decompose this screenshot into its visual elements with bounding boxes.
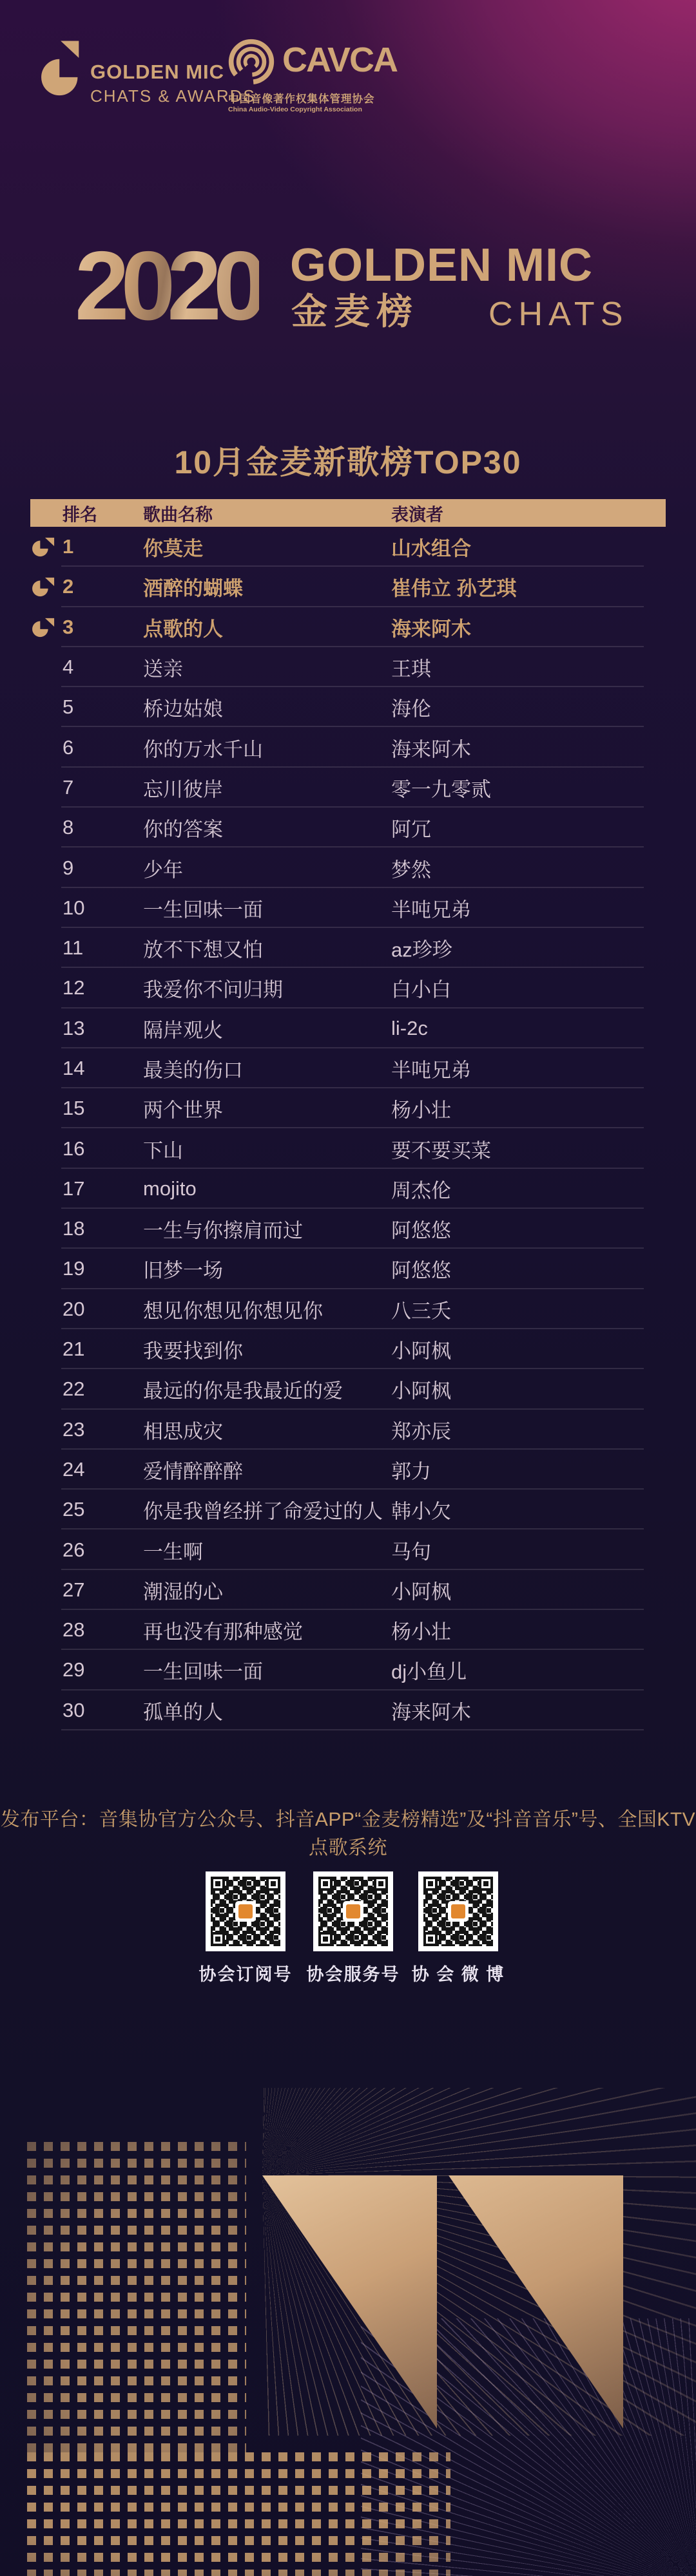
song-cell: 最远的你是我最近的爱 <box>143 1379 343 1403</box>
performer-cell: 王琪 <box>391 658 431 681</box>
song-table <box>30 499 666 1730</box>
performer-cell: 阿悠悠 <box>391 1219 451 1242</box>
table-row <box>30 768 666 808</box>
song-cell: 最美的伤口 <box>143 1059 243 1082</box>
table-row <box>30 567 666 607</box>
qr-code <box>313 1871 393 1951</box>
table-row <box>30 1690 666 1730</box>
song-cell: 少年 <box>143 858 183 882</box>
song-cell: 点歌的人 <box>143 618 223 641</box>
qr-block <box>295 1871 411 1985</box>
hero-title-en: GOLDEN MIC <box>290 240 593 291</box>
performer-cell: 海伦 <box>391 697 431 721</box>
rank-cell: 23 <box>63 1417 85 1441</box>
qr-finder-icon <box>423 1932 438 1946</box>
qr-finder-icon <box>374 1877 388 1891</box>
cavca-qr-center-logo-icon <box>343 1901 363 1922</box>
qr-label: 协会服务号 <box>306 1965 400 1984</box>
song-cell: mojito <box>143 1177 197 1200</box>
song-cell: 一生啊 <box>143 1540 203 1564</box>
table-row <box>30 1369 666 1409</box>
table-row <box>30 1128 666 1168</box>
performer-cell: 阿冗 <box>391 818 431 841</box>
column-header-rank: 排名 <box>63 505 97 524</box>
song-cell: 相思成灾 <box>143 1420 223 1443</box>
song-cell: 旧梦一场 <box>143 1259 223 1282</box>
table-row <box>30 1570 666 1610</box>
song-cell: 孤单的人 <box>143 1701 223 1724</box>
table-row <box>30 1410 666 1450</box>
table-row <box>30 647 666 687</box>
performer-cell: 八三夭 <box>391 1300 451 1323</box>
hero-year: 2020 <box>75 231 260 341</box>
song-cell: 桥边姑娘 <box>143 697 223 721</box>
performer-cell: 韩小欠 <box>391 1500 451 1523</box>
table-row <box>30 687 666 727</box>
table-row <box>30 1530 666 1569</box>
performer-cell: 杨小壮 <box>391 1620 451 1643</box>
table-row <box>30 1329 666 1369</box>
song-cell: 我要找到你 <box>143 1340 243 1363</box>
song-cell: 酒醉的蝴蝶 <box>143 577 243 600</box>
performer-cell: 梦然 <box>391 858 431 882</box>
column-header-song: 歌曲名称 <box>143 505 213 524</box>
performer-cell: li-2c <box>391 1016 428 1039</box>
qr-block <box>400 1871 516 1985</box>
cavca-qr-center-logo-icon <box>235 1901 256 1922</box>
table-row <box>30 1209 666 1249</box>
table-row <box>30 607 666 647</box>
cavca-acronym: CAVCA <box>282 41 397 79</box>
song-cell: 隔岸观火 <box>143 1019 223 1042</box>
rank-cell: 21 <box>63 1338 85 1361</box>
rank-cell: 24 <box>63 1457 85 1481</box>
performer-cell: 马句 <box>391 1540 431 1564</box>
rank-cell: 30 <box>63 1698 85 1721</box>
rank-cell: 28 <box>63 1618 85 1642</box>
table-row <box>30 727 666 767</box>
performer-cell: 海来阿木 <box>391 738 471 761</box>
table-body <box>30 527 666 1730</box>
decor-dot-grid-vertical <box>27 2142 246 2460</box>
table-row <box>30 848 666 887</box>
song-cell: 你是我曾经拼了命爱过的人 <box>143 1500 383 1523</box>
cavca-qr-center-logo-icon <box>448 1901 469 1922</box>
performer-cell: 半吨兄弟 <box>391 898 471 922</box>
qr-finder-icon <box>423 1877 438 1891</box>
table-row <box>30 1088 666 1128</box>
table-row <box>30 1650 666 1690</box>
song-cell: 下山 <box>143 1139 183 1162</box>
qr-finder-icon <box>479 1877 493 1891</box>
rank-cell: 16 <box>63 1137 85 1160</box>
table-row <box>30 968 666 1008</box>
golden-mic-logo-title: GOLDEN MIC <box>90 61 225 83</box>
performer-cell: dj小鱼儿 <box>391 1660 467 1683</box>
rank-cell: 12 <box>63 976 85 999</box>
performer-cell: 小阿枫 <box>391 1379 451 1403</box>
song-cell: 放不下想又怕 <box>143 938 263 961</box>
decor-dot-grid-horizontal <box>27 2452 450 2576</box>
song-cell: 你莫走 <box>143 537 203 560</box>
rank-cell: 22 <box>63 1378 85 1401</box>
golden-mic-rank-icon <box>32 576 56 598</box>
rank-cell: 9 <box>63 856 74 879</box>
rank-cell: 17 <box>63 1177 85 1200</box>
rank-cell: 26 <box>63 1538 85 1561</box>
song-cell: 忘川彼岸 <box>143 778 223 801</box>
platforms-note: 发布平台：音集协官方公众号、抖音APP“金麦榜精选”及“抖音音乐”号、全国KTV点歌系统 <box>0 1809 696 1859</box>
rank-cell: 11 <box>63 936 84 960</box>
column-header-performer: 表演者 <box>391 505 443 524</box>
cavca-name-en: China Audio-Video Copyright Association <box>228 106 362 113</box>
table-header <box>30 499 666 527</box>
song-cell: 我爱你不问归期 <box>143 978 283 1001</box>
song-cell: 一生与你擦肩而过 <box>143 1219 303 1242</box>
song-cell: 一生回味一面 <box>143 898 263 922</box>
rank-cell: 27 <box>63 1578 85 1601</box>
rank-cell: 6 <box>63 735 74 759</box>
rank-cell: 19 <box>63 1257 85 1280</box>
performer-cell: 周杰伦 <box>391 1179 451 1202</box>
qr-code <box>418 1871 498 1951</box>
rank-cell: 18 <box>63 1217 85 1240</box>
cavca-name-cn: 中国音像著作权集体管理协会 <box>228 93 375 105</box>
song-cell: 你的答案 <box>143 818 223 841</box>
rank-cell: 8 <box>63 816 74 839</box>
hero-subtitle-chats: CHATS <box>488 296 629 333</box>
song-cell: 你的万水千山 <box>143 738 263 761</box>
table-row <box>30 1610 666 1650</box>
performer-cell: 崔伟立 孙艺琪 <box>391 577 517 600</box>
cavca-logo-icon <box>227 37 276 86</box>
rank-cell: 29 <box>63 1658 85 1681</box>
rank-cell: 20 <box>63 1297 85 1320</box>
performer-cell: 白小白 <box>391 978 451 1001</box>
rank-cell: 3 <box>63 615 74 638</box>
performer-cell: 阿悠悠 <box>391 1259 451 1282</box>
table-row <box>30 1169 666 1209</box>
performer-cell: az珍珍 <box>391 938 452 961</box>
performer-cell: 山水组合 <box>391 537 471 560</box>
qr-finder-icon <box>211 1877 225 1891</box>
table-row <box>30 928 666 968</box>
rank-cell: 5 <box>63 696 74 719</box>
golden-mic-rank-icon <box>32 616 56 638</box>
performer-cell: 小阿枫 <box>391 1340 451 1363</box>
qr-finder-icon <box>318 1877 333 1891</box>
golden-mic-logo-subtitle: CHATS & AWARDS <box>90 86 256 106</box>
song-cell: 一生回味一面 <box>143 1660 263 1683</box>
performer-cell: 半吨兄弟 <box>391 1059 471 1082</box>
song-cell: 送亲 <box>143 658 183 681</box>
qr-finder-icon <box>318 1932 333 1946</box>
rank-cell: 4 <box>63 656 74 679</box>
rank-cell: 1 <box>63 535 74 558</box>
qr-block <box>188 1871 304 1985</box>
rank-cell: 7 <box>63 775 74 799</box>
song-cell: 潮湿的心 <box>143 1580 223 1604</box>
performer-cell: 海来阿木 <box>391 618 471 641</box>
qr-label: 协会订阅号 <box>198 1965 293 1984</box>
qr-finder-icon <box>266 1877 280 1891</box>
rank-cell: 14 <box>63 1057 85 1079</box>
song-cell: 再也没有那种感觉 <box>143 1620 303 1643</box>
golden-mic-logo <box>41 36 256 106</box>
table-row <box>30 1009 666 1048</box>
golden-mic-rank-icon <box>32 536 56 558</box>
performer-cell: 零一九零贰 <box>391 778 491 801</box>
golden-mic-logo-icon <box>41 36 82 97</box>
performer-cell: 海来阿木 <box>391 1701 471 1724</box>
chart-title: 10月金麦新歌榜TOP30 <box>174 444 522 480</box>
performer-cell: 杨小壮 <box>391 1099 451 1122</box>
song-cell: 两个世界 <box>143 1099 223 1122</box>
table-row <box>30 808 666 848</box>
performer-cell: 小阿枫 <box>391 1580 451 1604</box>
rank-cell: 15 <box>63 1097 85 1120</box>
qr-label: 协 会 微 博 <box>411 1965 505 1984</box>
table-row <box>30 1048 666 1088</box>
table-row <box>30 527 666 567</box>
rank-cell: 25 <box>63 1498 85 1521</box>
hero-title-cn: 金麦榜 <box>291 291 419 332</box>
song-cell: 想见你想见你想见你 <box>143 1300 323 1323</box>
table-row <box>30 1490 666 1530</box>
performer-cell: 要不要买菜 <box>391 1139 491 1162</box>
table-row <box>30 1289 666 1329</box>
table-row <box>30 1450 666 1490</box>
rank-cell: 10 <box>63 896 85 919</box>
rank-cell: 13 <box>63 1016 85 1039</box>
qr-finder-icon <box>211 1932 225 1946</box>
qr-section <box>0 1871 696 1987</box>
performer-cell: 郑亦辰 <box>391 1420 451 1443</box>
table-row <box>30 888 666 928</box>
performer-cell: 郭力 <box>391 1460 431 1483</box>
table-row <box>30 1249 666 1289</box>
rank-cell: 2 <box>63 575 74 598</box>
qr-code <box>206 1871 285 1951</box>
song-cell: 爱情醉醉醉 <box>143 1460 243 1483</box>
